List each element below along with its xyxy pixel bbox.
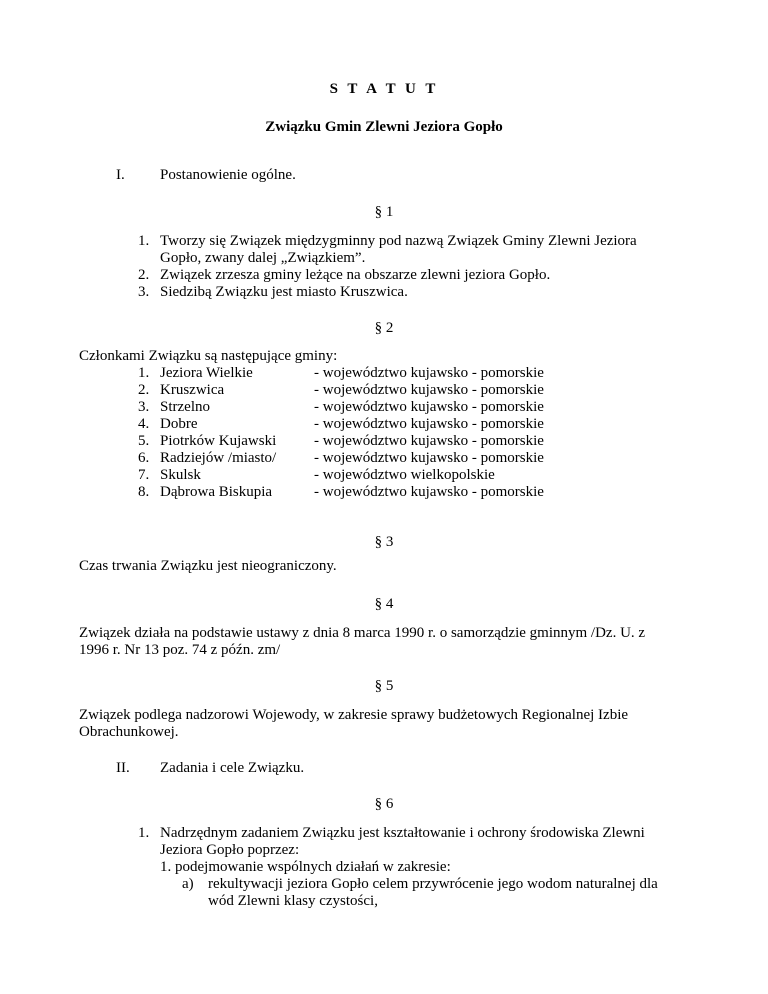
members-intro: Członkami Związku są następujące gminy: (79, 348, 338, 364)
p1-item-2-number: 2. (138, 267, 150, 283)
paragraph-3-text: Czas trwania Związku jest nieograniczony. (79, 558, 337, 574)
member-number: 1. (138, 365, 150, 381)
member-name: Skulsk (160, 467, 201, 483)
member-region: - województwo kujawsko - pomorskie (314, 484, 544, 500)
p6-item-1-line-1: Nadrzędnym zadaniem Związku jest kształtowanie i ochrony środowiska Zlewni (160, 825, 645, 841)
p1-item-2-text: Związek zrzesza gminy leżące na obszarze zlewni jeziora Gopło. (160, 267, 551, 283)
paragraph-5-heading: § 5 (374, 678, 394, 694)
paragraph-2-heading: § 2 (374, 320, 394, 336)
document-subtitle: Związku Gmin Zlewni Jeziora Gopło (265, 119, 503, 135)
member-name: Strzelno (160, 399, 210, 415)
p6-subsub-a-line-2: wód Zlewni klasy czystości, (208, 893, 378, 909)
member-region: - województwo kujawsko - pomorskie (314, 382, 544, 398)
member-number: 5. (138, 433, 150, 449)
paragraph-1-heading: § 1 (374, 204, 394, 220)
paragraph-6-heading: § 6 (374, 796, 394, 812)
member-region: - województwo kujawsko - pomorskie (314, 399, 544, 415)
paragraph-4-line-2: 1996 r. Nr 13 poz. 74 z późn. zm/ (79, 642, 281, 658)
p6-subsub-a-line-1: rekultywacji jeziora Gopło celem przywrócenie jego wodom naturalnej dla (208, 876, 658, 892)
p1-item-3-number: 3. (138, 284, 150, 300)
member-region: - województwo kujawsko - pomorskie (314, 450, 544, 466)
paragraph-3-heading: § 3 (374, 534, 394, 550)
member-number: 6. (138, 450, 150, 466)
member-number: 4. (138, 416, 150, 432)
member-region: - województwo kujawsko - pomorskie (314, 365, 544, 381)
paragraph-4-heading: § 4 (374, 596, 394, 612)
member-name: Kruszwica (160, 382, 225, 398)
member-region: - województwo wielkopolskie (314, 467, 495, 483)
p6-item-1-line-2: Jeziora Gopło poprzez: (160, 842, 300, 858)
member-number: 3. (138, 399, 150, 415)
member-name: Jeziora Wielkie (160, 365, 253, 381)
p6-subsub-a-number: a) (182, 876, 194, 892)
paragraph-4-line-1: Związek działa na podstawie ustawy z dnia 8 marca 1990 r. o samorządzie gminnym /Dz. U. z (79, 625, 646, 641)
member-number: 2. (138, 382, 150, 398)
paragraph-5-line-2: Obrachunkowej. (79, 724, 179, 740)
p6-item-1-number: 1. (138, 825, 150, 841)
section-2-number: II. (116, 760, 130, 776)
member-name: Dąbrowa Biskupia (160, 484, 273, 500)
member-name: Radziejów /miasto/ (160, 450, 277, 466)
document-title: S T A T U T (329, 81, 439, 97)
member-name: Piotrków Kujawski (160, 433, 277, 449)
member-region: - województwo kujawsko - pomorskie (314, 416, 544, 432)
member-region: - województwo kujawsko - pomorskie (314, 433, 544, 449)
p1-item-1-line-2: Gopło, zwany dalej „Związkiem”. (160, 250, 366, 266)
member-number: 8. (138, 484, 150, 500)
member-number: 7. (138, 467, 150, 483)
p1-item-3-text: Siedzibą Związku jest miasto Kruszwica. (160, 284, 408, 300)
p1-item-1-number: 1. (138, 233, 150, 249)
p1-item-1-line-1: Tworzy się Związek międzygminny pod nazwą Związek Gminy Zlewni Jeziora (160, 233, 637, 249)
section-2-title: Zadania i cele Związku. (160, 760, 305, 776)
member-name: Dobre (160, 416, 198, 432)
paragraph-5-line-1: Związek podlega nadzorowi Wojewody, w zakresie sprawy budżetowych Regionalnej Izbie (79, 707, 629, 723)
section-1-title: Postanowienie ogólne. (160, 167, 296, 183)
p6-subitem-1: 1. podejmowanie wspólnych działań w zakresie: (160, 859, 451, 875)
section-1-number: I. (116, 167, 125, 183)
